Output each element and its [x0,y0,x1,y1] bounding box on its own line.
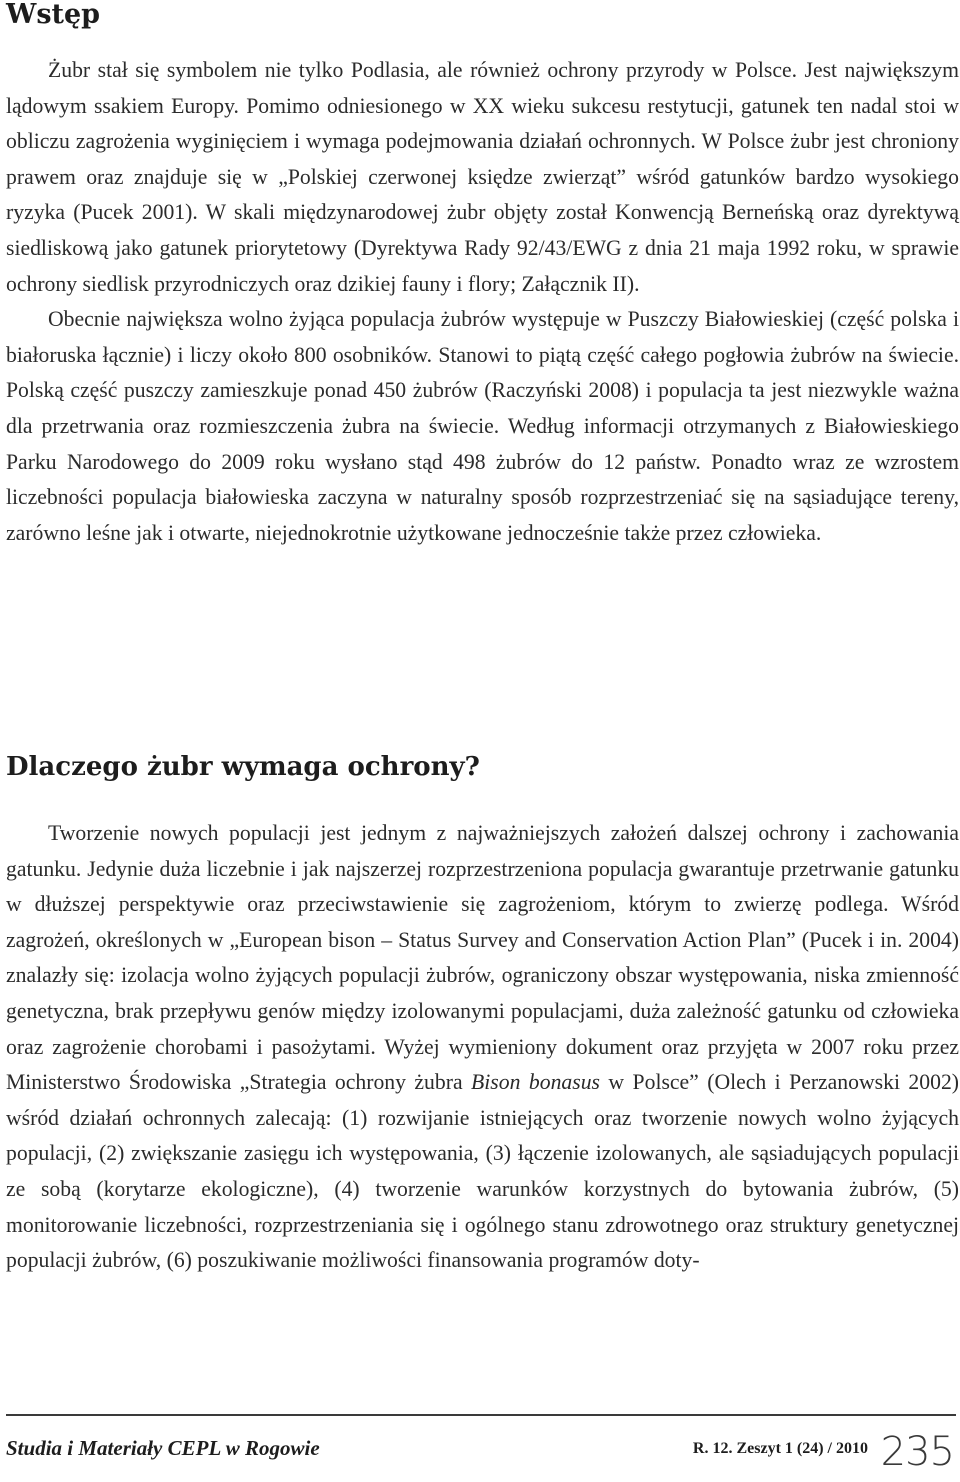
protection-text-after-species: w Polsce” (Olech i Perzanowski 2002) wśród działań ochronnych zalecają: (1) rozwijanie istniejących oraz tworzenie nowych wolno żyjących populacji, (2) zwiększanie zasięgu ich występowania, (3) łączenie izolowanych, ale sąsiadujących populacji ze sobą (korytarze ekologiczne), (4) tworzenie warunków korzystnych do bytowania żubrów, (5) monitorowanie liczebności, rozprzestrzeniania się i ogólnego stanu zdrowotnego oraz struktury genetycznej populacji żubrów, (6) poszukiwanie możliwości finansowania programów doty- [6,1070,960,1273]
intro-paragraph-1: Żubr stał się symbolem nie tylko Podlasia, ale również ochrony przyrody w Polsce. Jest największym lądowym ssakiem Europy. Pomimo odniesionego w XX wieku sukcesu restytucji, gatunek ten nadal stoi w obliczu zagrożenia wyginięciem i wymaga podejmowania działań ochronnych. W Polsce żubr jest chroniony prawem oraz znajduje się w „Polskiej czerwonej księdze zwierząt” wśród gatunków bardzo wysokiego ryzyka (Pucek 2001). W skali międzynarodowej żubr objęty został Konwencją Berneńską oraz dyrektywą siedliskową jako gatunek priorytetowy (Dyrektywa Rady 92/43/EWG z dnia 21 maja 1992 roku, w sprawie ochrony siedlisk przyrodniczych oraz dzikiej fauny i flory; Załącznik II). [6,58,959,296]
protection-text-before-species: Tworzenie nowych populacji jest jednym z najważniejszych założeń dalszej ochrony i zachowania gatunku. Jedynie duża liczebnie i jak najszerzej rozprzestrzeniona populacja gwarantuje przetrwanie gatunku w dłuższej perspektywie oraz przeciwstawienie się zagrożeniom, którym to zwierzę podlega. Wśród zagrożeń, określonych w „European bison – Status Survey and Conservation Action Plan” (Pucek i in. 2004) znalazły się: izolacja wolno żyjących populacji żubrów, ograniczony obszar występowania, niska zmienność genetyczna, brak przepływu genów między izolowanymi populacjami, duża zależność gatunku od człowieka oraz zagrożenie chorobami i pasożytami. Wyżej wymieniony dokument oraz przyjęta w 2007 roku przez Ministerstwo Środowiska „Strategia ochrony żubra [6,821,959,1095]
species-name-italic: Bison bonasus [471,1070,600,1095]
intro-text-block [6,53,959,551]
section-heading-protection: Dlaczego żubr wymaga ochrony? [6,752,480,782]
page-number: 235 [880,1429,954,1475]
intro-paragraph-2: Obecnie największa wolno żyjąca populacja żubrów występuje w Puszczy Białowieskiej (część polska i białoruska łącznie) i liczy około 800 osobników. Stanowi to piątą część całego pogłowia żubrów na świecie. Polską część puszczy zamieszkuje ponad 450 żubrów (Raczyński 2008) i populacja ta jest niezwykle ważna dla przetrwania oraz rozmieszczenia żubra na świecie. Według informacji otrzymanych z Białowieskiego Parku Narodowego do 2009 roku wysłano stąd 498 żubrów do 12 państw. Ponadto wraz ze wzrostem liczebności populacja białowieska zaczyna w naturalny sposób rozprzestrzeniać się na sąsiadujące tereny, zarówno leśne jak i otwarte, niejednokrotnie użytkowane jednocześnie także przez człowieka. [6,307,959,545]
issue-info: R. 12. Zeszyt 1 (24) / 2010 [692,1440,868,1457]
page-footer [6,1414,956,1482]
section-heading-intro: Wstęp [6,0,101,30]
journal-title: Studia i Materiały CEPL w Rogowie [6,1436,320,1460]
protection-text-block [6,816,959,1279]
protection-paragraph-1 [6,816,959,1279]
